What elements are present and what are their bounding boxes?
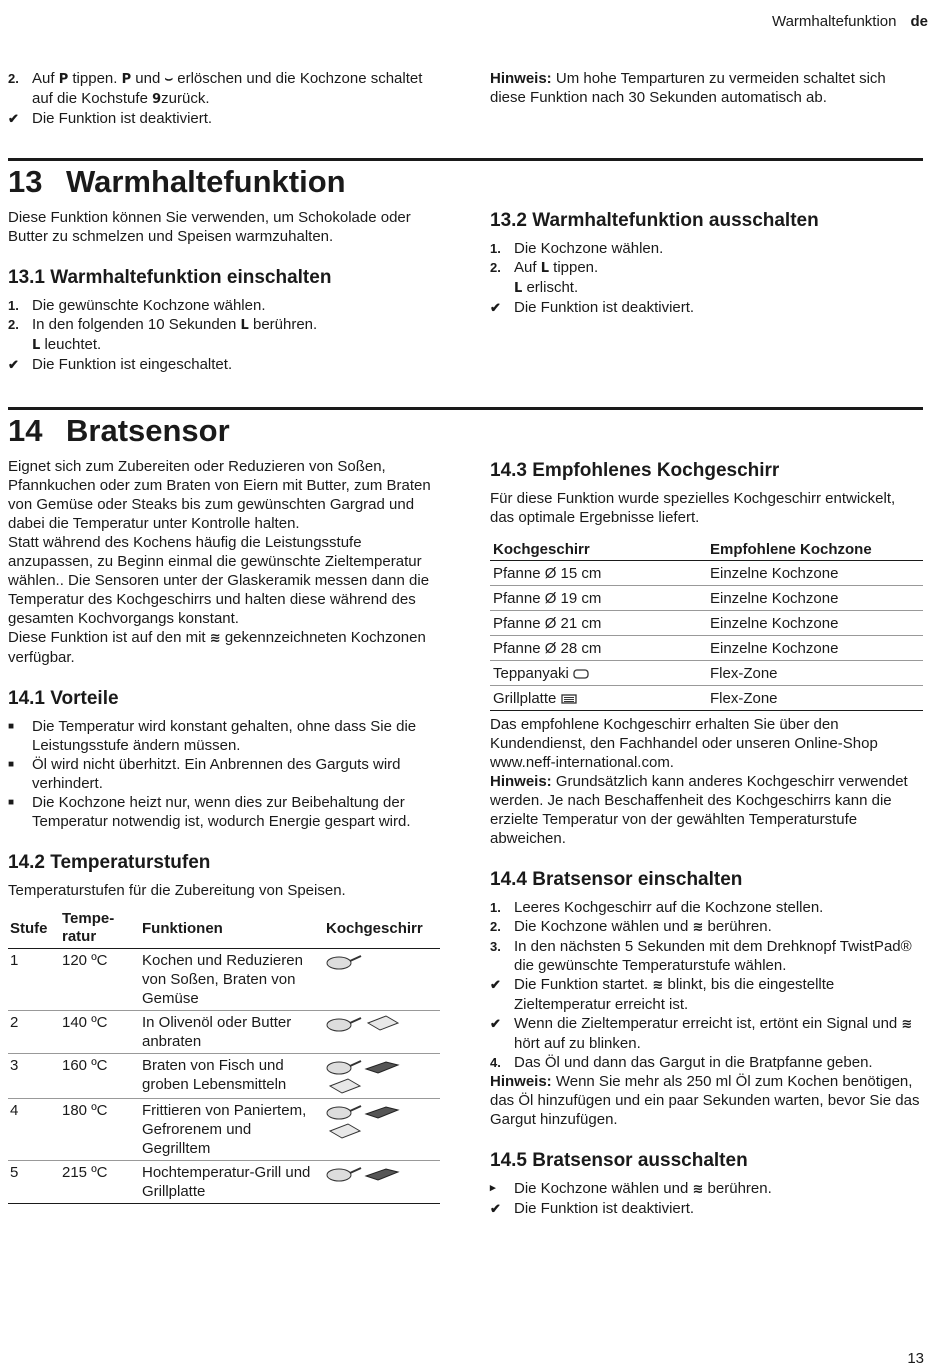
arrow-icon: ▸ [490,1182,496,1194]
table-header-row: Stufe Tempe- ratur Funktionen Kochgeschirr [8,908,440,949]
subsection-14-2-heading: 14.2 Temperaturstufen [8,852,211,873]
section-13-heading: 13 Warmhaltefunktion [8,164,346,199]
subsection-14-1-heading: 14.1 Vorteile [8,688,119,709]
section-14-left [8,413,440,1204]
cookware-note: Hinweis: Grundsätzlich kann anderes Kochgeschirr verwendet werden. Je nach Beschaffenheit des Kochgeschirrs kann die erzielte Temperatur von der gewählten Temperaturstufe abweichen. [490,773,908,847]
table-row: Pfanne Ø 28 cm Einzelne Kochzone [490,636,923,661]
teppanyaki-icon [364,1101,400,1121]
subsection-14-2-intro: Temperaturstufen für die Zubereitung von Speisen. [8,882,346,899]
check-icon: ✔ [8,111,19,126]
griddle-icon [364,1013,400,1033]
step-1: 1. Die Kochzone wählen. [490,240,664,257]
list-item: ■ Öl wird nicht überhitzt. Ein Anbrennen des Garguts wird verhindert. [8,756,401,792]
check-icon: ✔ [490,977,501,992]
check-icon: ✔ [490,1016,501,1031]
result-line: ✔ Wenn die Zieltemperatur erreicht ist, ertönt ein Signal und ≋ hört auf zu blinken. [490,1015,913,1052]
table-row: 1 120 ºC Kochen und Reduzieren von Soßen, Braten von Gemüse [8,949,440,1011]
section-13-right [490,209,922,317]
step-1: 1. Leeres Kochgeschirr auf die Kochzone stellen. [490,899,824,916]
frying-sensor-icon: ≋ [692,1182,704,1197]
warming-symbol-icon: L [240,318,249,333]
bullet-icon: ■ [8,759,15,770]
list-item: ■ Die Temperatur wird konstant gehalten, ohne dass Sie die Leistungsstufe ändern müssen. [8,718,417,754]
frying-pan-icon [326,1163,362,1183]
table-row: Pfanne Ø 21 cm Einzelne Kochzone [490,611,923,636]
header-title: Warmhaltefunktion [771,13,897,30]
page-number: 13 [907,1350,924,1367]
step-2: 2. Auf P tippen. P und ⌣ erlöschen und die Kochzone schaltet auf die Kochstufe 9zurück. [8,70,423,107]
frying-sensor-icon: ≋ [901,1017,913,1032]
oil-note: Hinweis: Wenn Sie mehr als 250 ml Öl zum Kochen benötigen, das Öl hinzufügen und ein paar Sekunden warten, bevor Sie das Gargut hinzufügen. [490,1073,920,1128]
bullet-icon: ■ [8,721,15,732]
temperature-table [8,908,440,1204]
top-left-block [8,69,440,128]
section-13-intro: Diese Funktion können Sie verwenden, um Schokolade oder Butter zu schmelzen und Speisen warmzuhalten. [8,209,411,245]
p-symbol-icon: P [58,72,69,87]
teppanyaki-icon [364,1056,400,1076]
result-line: ✔ Die Funktion ist deaktiviert. [8,110,213,127]
section-rule [8,407,923,410]
check-icon: ✔ [490,300,501,315]
running-header [772,12,928,31]
top-right-note: Hinweis: Um hohe Temparturen zu vermeiden schaltet sich diese Funktion nach 30 Sekunden automatisch ab. [490,70,886,106]
frying-sensor-icon: ≋ [209,631,221,646]
step-2: 2. In den folgenden 10 Sekunden L berühren. L leuchtet. [8,316,318,353]
subsection-14-3-heading: 14.3 Empfohlenes Kochgeschirr [490,460,780,481]
result-line: ✔ Die Funktion ist eingeschaltet. [8,356,233,373]
table-row: 2 140 ºC In Olivenöl oder Butter anbraten [8,1011,440,1054]
section-rule [8,158,923,161]
section-14-right [490,459,923,1218]
check-icon: ✔ [8,357,19,372]
frying-pan-icon [326,1013,362,1033]
teppanyaki-icon [364,1163,400,1183]
step-2: 2. Auf L tippen. L erlischt. [490,259,599,296]
result-line: ✔ Die Funktion ist deaktiviert. [490,1200,695,1217]
warming-symbol-icon: L [32,338,41,353]
check-icon: ✔ [490,1201,501,1216]
subsection-13-2-heading: 13.2 Warmhaltefunktion ausschalten [490,210,819,231]
result-line: ✔ Die Funktion ist deaktiviert. [490,299,695,316]
section-14-intro-1: Eignet sich zum Zubereiten oder Reduzieren von Soßen, Pfannkuchen oder zum Braten von Eiern mit Butter, zum Braten von Gemüse oder Steaks bis zum gewünschten Gargrad und dabei die Temperatur unter Kontrolle halten. [8,458,431,532]
warming-symbol-icon: L [540,261,549,276]
frying-sensor-icon: ≋ [692,920,704,935]
teppanyaki-symbol-icon [573,668,589,680]
cookware-info: Das empfohlene Kochgeschirr erhalten Sie über den Kundendienst, den Fachhandel oder unseren Online-Shop www.neff-international.com. [490,716,878,771]
table-row: Grillplatte Flex-Zone [490,686,923,711]
table-row: 5 215 ºC Hochtemperatur-Grill und Grillplatte [8,1161,440,1204]
lock-symbol-icon: ⌣ [164,72,174,87]
cookware-table [490,537,923,711]
level-9-symbol-icon: 9 [152,92,162,107]
action-step: ▸ Die Kochzone wählen und ≋ berühren. [490,1180,772,1197]
table-row: Pfanne Ø 15 cm Einzelne Kochzone [490,561,923,586]
section-14-intro-3: Diese Funktion ist auf den mit ≋ gekennzeichneten Kochzonen verfügbar. [8,629,426,666]
subsection-14-4-heading: 14.4 Bratsensor einschalten [490,869,743,890]
section-14-heading: 14 Bratsensor [8,413,230,448]
table-row: 4 180 ºC Frittieren von Paniertem, Gefrorenem und Gegrilltem [8,1099,440,1161]
griddle-icon [326,1121,362,1141]
table-row: Pfanne Ø 19 cm Einzelne Kochzone [490,586,923,611]
list-item: ■ Die Kochzone heizt nur, wenn dies zur Beibehaltung der Temperatur notwendig ist, wodurch Energie gespart wird. [8,794,411,830]
step-2: 2. Die Kochzone wählen und ≋ berühren. [490,918,772,935]
bullet-icon: ■ [8,797,15,808]
warming-symbol-icon: L [514,281,523,296]
subsection-14-5-heading: 14.5 Bratsensor ausschalten [490,1150,748,1171]
section-13-left [8,164,440,374]
result-line: ✔ Die Funktion startet. ≋ blinkt, bis die eingestellte Zieltemperatur erreicht ist. [490,976,835,1013]
griddle-icon [326,1076,362,1096]
subsection-14-3-intro: Für diese Funktion wurde spezielles Kochgeschirr entwickelt, das optimale Ergebnisse liefert. [490,490,896,526]
p-symbol-icon: P [121,72,132,87]
step-4: 4. Das Öl und dann das Gargut in die Bratpfanne geben. [490,1054,873,1071]
step-1: 1. Die gewünschte Kochzone wählen. [8,297,266,314]
frying-pan-icon [326,1056,362,1076]
table-row: 3 160 ºC Braten von Fisch und groben Lebensmitteln [8,1054,440,1099]
header-lang: de [910,13,928,30]
frying-pan-icon [326,951,362,971]
frying-pan-icon [326,1101,362,1121]
frying-sensor-icon: ≋ [652,978,664,993]
grill-plate-symbol-icon [561,693,577,705]
subsection-13-1-heading: 13.1 Warmhaltefunktion einschalten [8,267,332,288]
step-3: 3. In den nächsten 5 Sekunden mit dem Drehknopf TwistPad® die gewünschte Temperaturstufe wählen. [490,938,912,974]
section-14-intro-2: Statt während des Kochens häufig die Leistungsstufe anzupassen, zu Beginn einmal die gewünschte Zieltemperatur wählen.. Die Sensoren unter der Glaskeramik messen dann die Temperatur des Kochgeschirrs und halten diese während des gesamten Kochvorgangs konstant. [8,534,430,627]
table-header-row: Kochgeschirr Empfohlene Kochzone [490,537,923,561]
table-row: Teppanyaki Flex-Zone [490,661,923,686]
